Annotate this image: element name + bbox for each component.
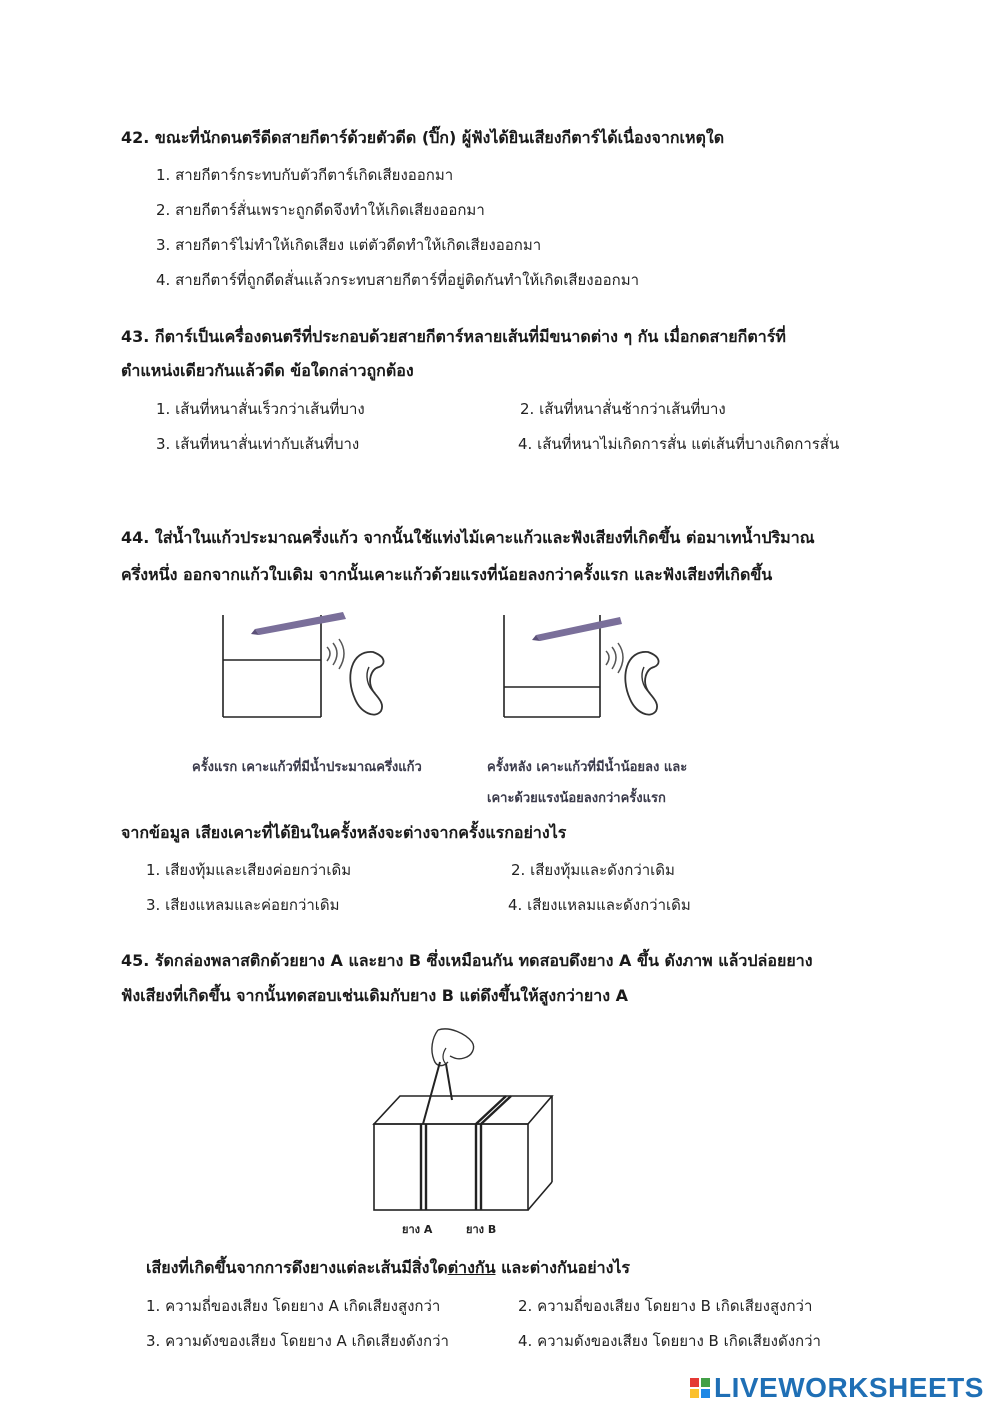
question-43-line-2: ตำแหน่งเดียวกันแล้วดีด ข้อใดกล่าวถูกต้อง <box>121 361 414 380</box>
logo-square-3 <box>690 1389 699 1398</box>
q44-option-2: 2. เสียงทุ้มและดังกว่าเดิม <box>511 861 675 879</box>
q42-option-3: 3. สายกีตาร์ไม่ทำให้เกิดเสียง แต่ตัวดีดทำให้เกิดเสียงออกมา <box>156 236 542 254</box>
prompt-underlined: ต่างกัน <box>447 1258 496 1277</box>
q44-option-4: 4. เสียงแหลมและดังกว่าเดิม <box>508 896 691 914</box>
rubber-band-box-figure <box>368 1026 558 1218</box>
question-42: 42. ขณะที่นักดนตรีดีดสายกีตาร์ด้วยตัวดีด (ปิ๊ก) ผู้ฟังได้ยินเสียงกีตาร์ได้เนื่องจากเหตุใด <box>121 128 725 147</box>
caption-second-tap-2: เคาะด้วยแรงน้อยลงกว่าครั้งแรก <box>487 791 666 806</box>
question-45-line-2: ฟังเสียงที่เกิดขึ้น จากนั้นทดสอบเช่นเดิมกับยาง B แต่ดึงขึ้นให้สูงกว่ายาง A <box>121 986 629 1005</box>
q45-option-3: 3. ความดังของเสียง โดยยาง A เกิดเสียงดังกว่า <box>146 1332 449 1350</box>
logo-text: LIVEWORKSHEETS <box>714 1372 984 1403</box>
label-rubber-a: ยาง A <box>402 1223 433 1236</box>
q43-option-4: 4. เส้นที่หนาไม่เกิดการสั่น แต่เส้นที่บางเกิดการสั่น <box>518 435 840 453</box>
glass-less-water-figure <box>496 607 716 725</box>
question-45-prompt <box>146 1251 630 1285</box>
q43-option-1: 1. เส้นที่หนาสั่นเร็วกว่าเส้นที่บาง <box>156 400 365 418</box>
question-43-line-1: 43. กีตาร์เป็นเครื่องดนตรีที่ประกอบด้วยสายกีตาร์หลายเส้นที่มีขนาดต่าง ๆ กัน เมื่อกดสายกีตาร์ที่ <box>121 327 786 346</box>
q45-option-4: 4. ความดังของเสียง โดยยาง B เกิดเสียงดังกว่า <box>518 1332 821 1350</box>
q43-option-2: 2. เส้นที่หนาสั่นช้ากว่าเส้นที่บาง <box>520 400 726 418</box>
logo-grid-icon <box>690 1378 710 1398</box>
q42-option-1: 1. สายกีตาร์กระทบกับตัวกีตาร์เกิดเสียงออกมา <box>156 166 454 184</box>
logo-square-1 <box>690 1378 699 1387</box>
liveworksheets-logo[interactable] <box>690 1372 984 1404</box>
glass-half-water-figure <box>215 607 455 725</box>
q42-option-2: 2. สายกีตาร์สั่นเพราะถูกดีดจึงทำให้เกิดเสียงออกมา <box>156 201 485 219</box>
q44-option-1: 1. เสียงทุ้มและเสียงค่อยกว่าเดิม <box>146 861 352 879</box>
q43-option-3: 3. เส้นที่หนาสั่นเท่ากับเส้นที่บาง <box>156 435 360 453</box>
question-44-prompt: จากข้อมูล เสียงเคาะที่ได้ยินในครั้งหลังจะต่างจากครั้งแรกอย่างไร <box>121 823 567 842</box>
q45-option-2: 2. ความถี่ของเสียง โดยยาง B เกิดเสียงสูงกว่า <box>518 1297 813 1315</box>
caption-second-tap-1: ครั้งหลัง เคาะแก้วที่มีน้ำน้อยลง และ <box>487 760 688 775</box>
q45-option-1: 1. ความถี่ของเสียง โดยยาง A เกิดเสียงสูงกว่า <box>146 1297 441 1315</box>
q44-option-3: 3. เสียงแหลมและค่อยกว่าเดิม <box>146 896 340 914</box>
question-45-line-1: 45. รัดกล่องพลาสติกด้วยยาง A และยาง B ซึ่งเหมือนกัน ทดสอบดึงยาง A ขึ้น ดังภาพ แล้วปล่อยยาง <box>121 951 813 970</box>
logo-square-4 <box>701 1389 710 1398</box>
prompt-post: และต่างกันอย่างไร <box>495 1258 631 1277</box>
logo-square-2 <box>701 1378 710 1387</box>
label-rubber-b: ยาง B <box>466 1223 497 1236</box>
question-44-line-1: 44. ใส่น้ำในแก้วประมาณครึ่งแก้ว จากนั้นใช้แท่งไม้เคาะแก้วและฟังเสียงที่เกิดขึ้น ต่อมาเทน้ำปริมาณ <box>121 528 815 547</box>
prompt-pre: เสียงที่เกิดขึ้นจากการดึงยางแต่ละเส้นมีสิ่งใด <box>146 1258 448 1277</box>
question-44-line-2: ครึ่งหนึ่ง ออกจากแก้วใบเดิม จากนั้นเคาะแก้วด้วยแรงที่น้อยลงกว่าครั้งแรก และฟังเสียงที่เกิดขึ้น <box>121 565 773 584</box>
q42-option-4: 4. สายกีตาร์ที่ถูกดีดสั่นแล้วกระทบสายกีตาร์ที่อยู่ติดกันทำให้เกิดเสียงออกมา <box>156 271 640 289</box>
caption-first-tap: ครั้งแรก เคาะแก้วที่มีน้ำประมาณครึ่งแก้ว <box>192 760 422 775</box>
